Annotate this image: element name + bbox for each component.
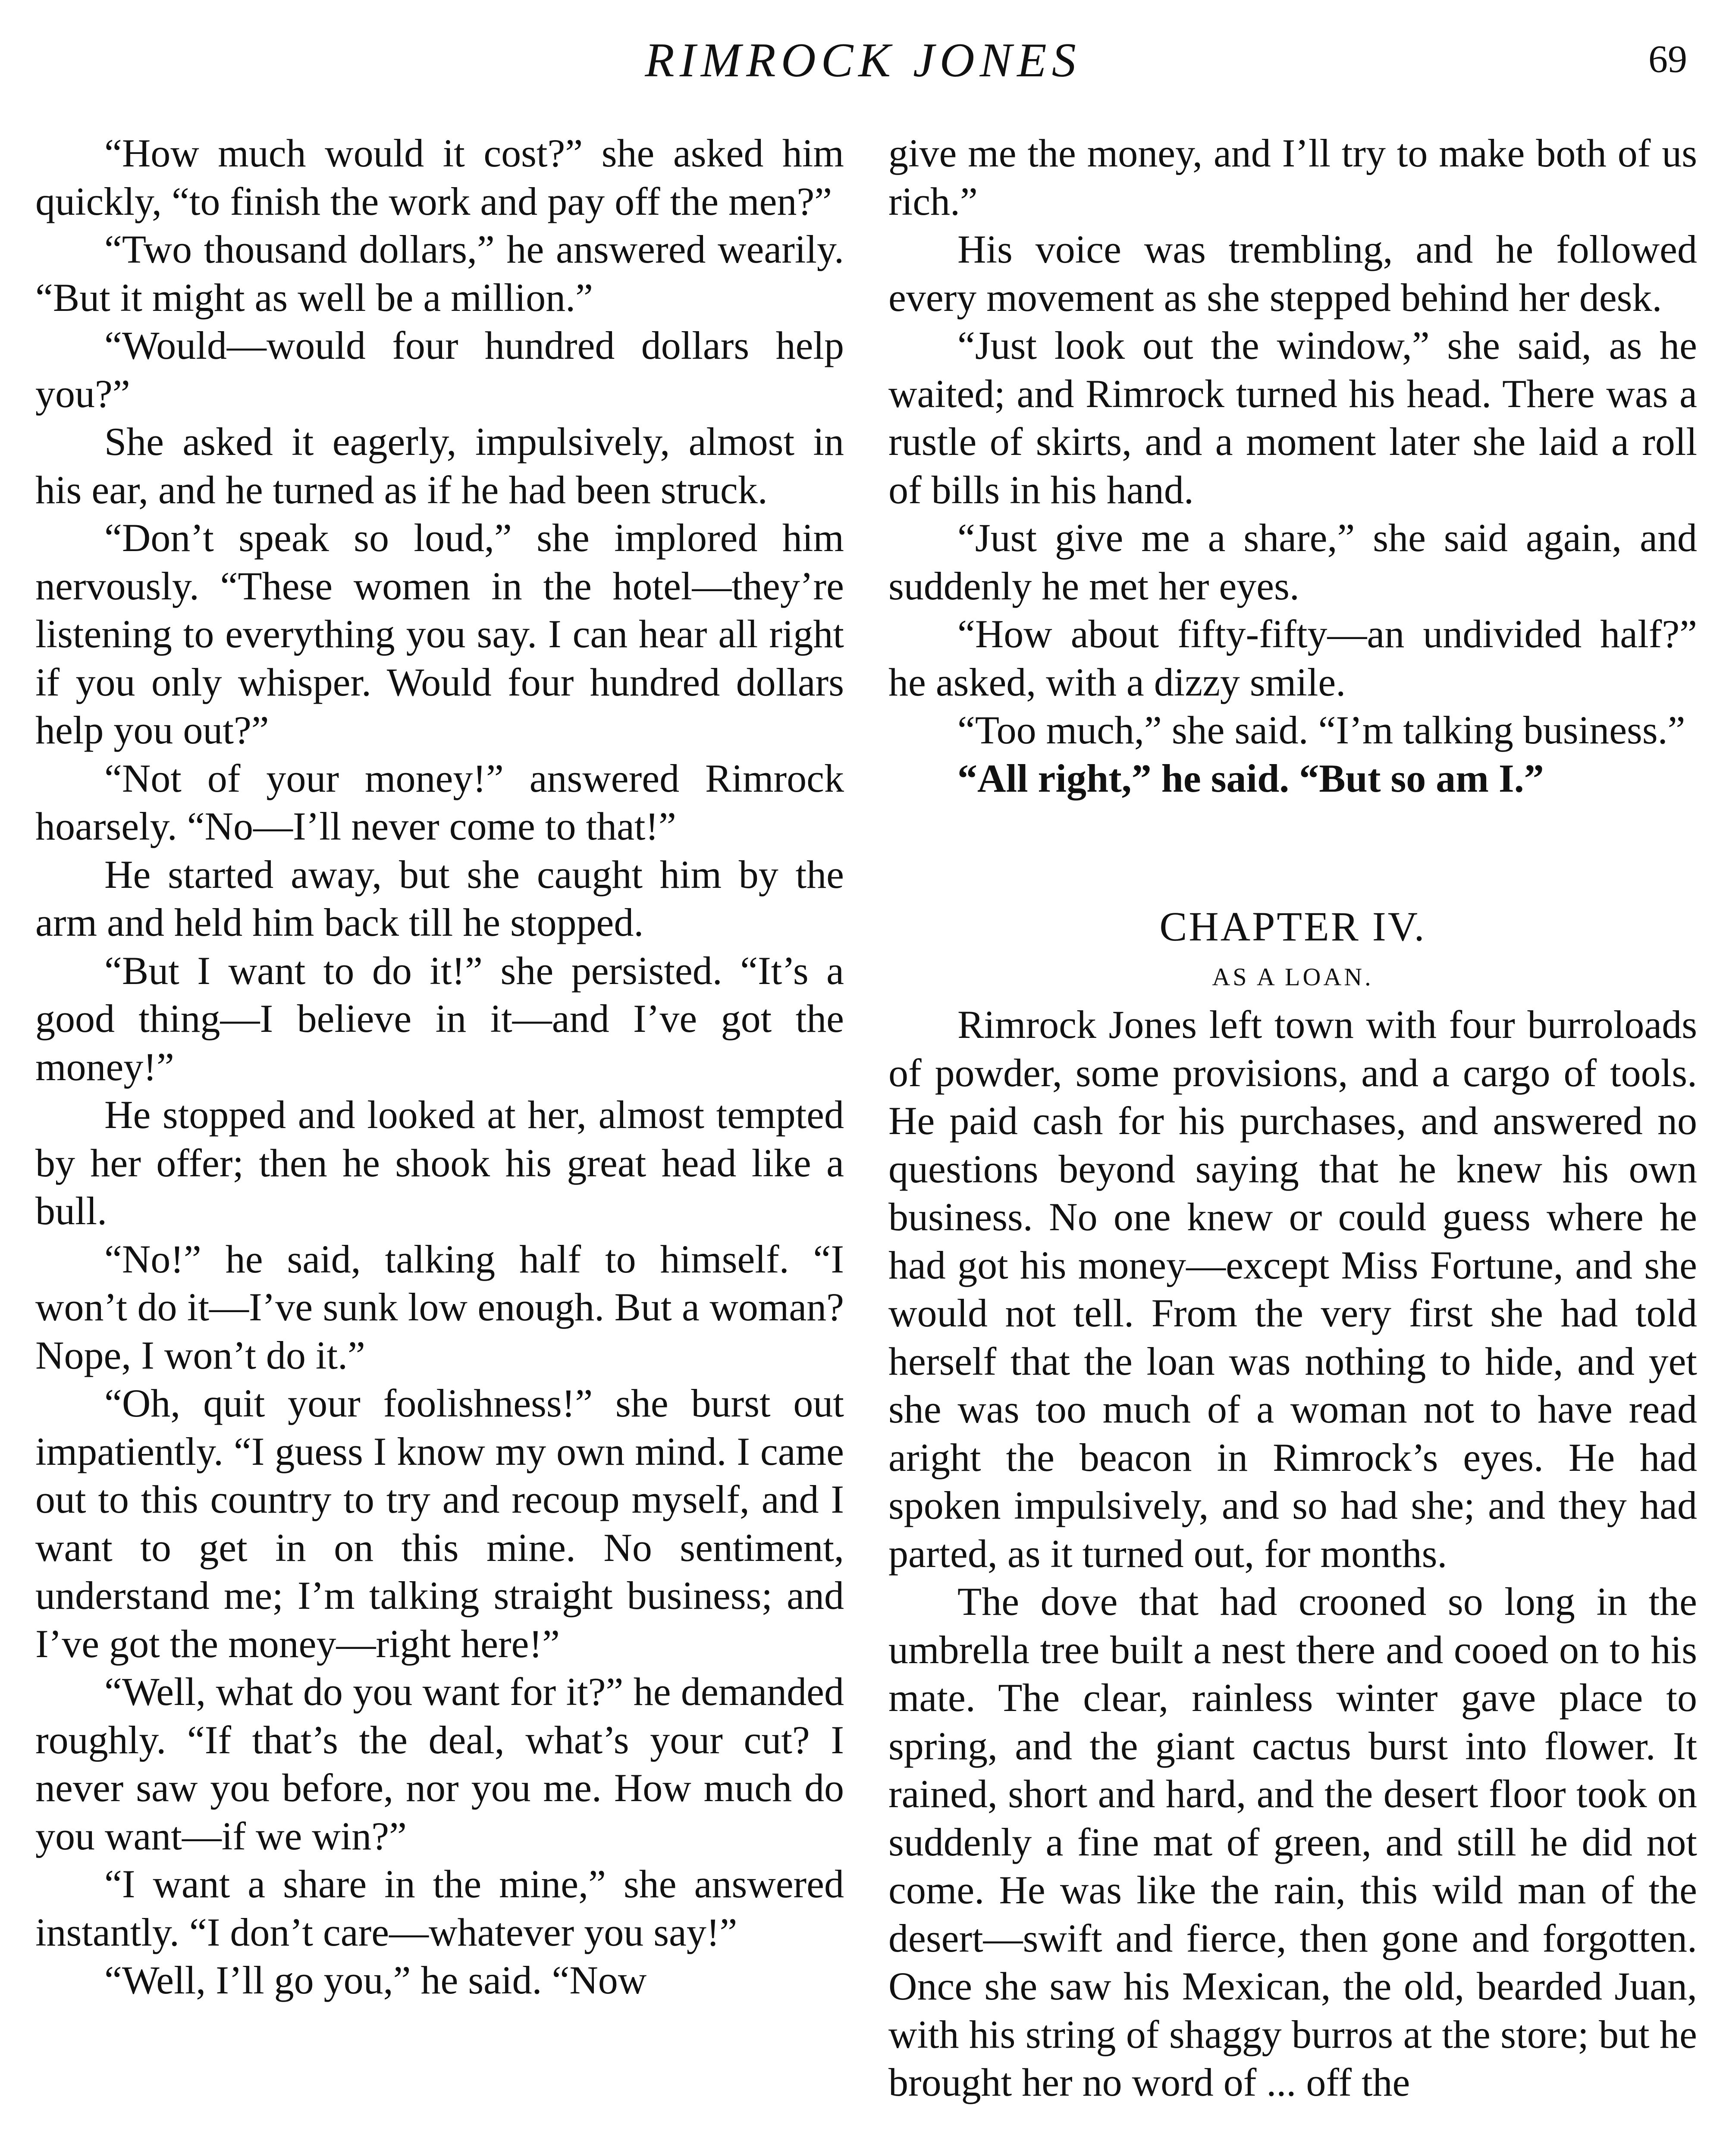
- paragraph: “All right,” he said. “But so am I.”: [957, 756, 1544, 800]
- chapter-subtitle: AS A LOAN.: [1212, 963, 1374, 991]
- paragraph: The dove that had crooned so long in the umbrella tree built a nest there and cooed on to his mate. The clear, rainless winter gave place to spring, and the giant cactus burst into flower. It rained, short and hard, and the desert floor took on suddenly a fine mat of green, and still he did not come. He was like the rain, this wild man of the desert—swift and fierce, then gone and forgotten. Once she saw his Mexican, the old, bearded Juan, with his string of shaggy burros at the store; but he brought her no word of ... off the: [888, 1579, 1697, 2104]
- paragraph: “Don’t speak so loud,” she implored him nervously. “These women in the hotel—they’re listening to everything you say. I can hear all right if you only whisper. Would four hundred dollars help you out?”: [35, 516, 844, 752]
- paragraph: “How about fifty-fifty—an undivided half?” he asked, with a dizzy smile.: [888, 612, 1697, 704]
- page-number: 69: [1648, 38, 1687, 81]
- paragraph: “No!” he said, talking half to himself. “I won’t do it—I’ve sunk low enough. But a woman? Nope, I won’t do it.”: [35, 1237, 844, 1377]
- right-column-top: [888, 129, 1697, 802]
- paragraph: “Just look out the window,” she said, as he waited; and Rimrock turned his head. There was a rustle of skirts, and a moment later she laid a roll of bills in his hand.: [888, 323, 1697, 512]
- paragraph: “Just give me a share,” she said again, and suddenly he met her eyes.: [888, 516, 1697, 608]
- right-column-bottom: [888, 1001, 1697, 2107]
- running-head: [0, 26, 1726, 86]
- paragraph: She asked it eagerly, impulsively, almost in his ear, and he turned as if he had been struck.: [35, 420, 844, 512]
- paragraph: “Not of your money!” answered Rimrock hoarsely. “No—I’ll never come to that!”: [35, 756, 844, 848]
- paragraph: “Well, what do you want for it?” he demanded roughly. “If that’s the deal, what’s your cut? I never saw you before, nor you me. How much do you want—if we win?”: [35, 1670, 844, 1858]
- paragraph: Rimrock Jones left town with four burroloads of powder, some provisions, and a cargo of tools. He paid cash for his purchases, and answered no questions beyond saying that he knew his own business. No one knew or could guess where he had got his money—except Miss Fortune, and she would not tell. From the very first she had told herself that the loan was nothing to hide, and yet she was too much of a woman not to have read aright the beacon in Rimrock’s eyes. He had spoken impulsively, and so had she; and they had parted, as it turned out, for months.: [888, 1003, 1697, 1576]
- paragraph: “Would—would four hundred dollars help you?”: [35, 323, 844, 416]
- left-column: [35, 129, 844, 2005]
- paragraph: His voice was trembling, and he followed every movement as she stepped behind her desk.: [888, 227, 1697, 320]
- paragraph: “Two thousand dollars,” he answered wearily. “But it might as well be a million.”: [35, 227, 844, 320]
- paragraph: He started away, but she caught him by the arm and held him back till he stopped.: [35, 852, 844, 944]
- paragraph: “How much would it cost?” she asked him quickly, “to finish the work and pay off the men?”: [35, 131, 844, 223]
- right-column: [888, 129, 1697, 2107]
- paragraph: “Well, I’ll go you,” he said. “Now: [104, 1958, 647, 2002]
- paragraph: “I want a share in the mine,” she answered instantly. “I don’t care—whatever you say!”: [35, 1862, 844, 1954]
- paragraph: “But I want to do it!” she persisted. “It’s a good thing—I believe in it—and I’ve got the money!”: [35, 948, 844, 1089]
- paragraph: He stopped and looked at her, almost tempted by her offer; then he shook his great head like a bull.: [35, 1093, 844, 1233]
- running-title: RIMROCK JONES: [645, 34, 1081, 87]
- paragraph: “Oh, quit your foolishness!” she burst out impatiently. “I guess I know my own mind. I came out to this country to try and recoup myself, and I want to get in on this mine. No sentiment, understand me; I’m talking straight business; and I’ve got the money—right here!”: [35, 1381, 844, 1666]
- chapter-title: CHAPTER IV.: [1159, 903, 1426, 950]
- paragraph: give me the money, and I’ll try to make both of us rich.”: [888, 131, 1697, 223]
- paragraph: “Too much,” she said. “I’m talking business.”: [957, 708, 1685, 752]
